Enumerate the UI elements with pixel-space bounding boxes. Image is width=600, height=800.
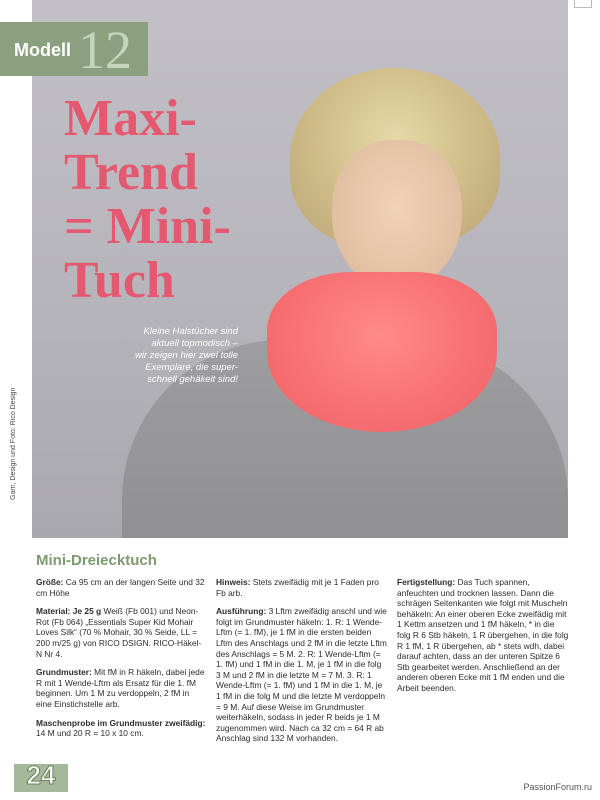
paragraph (216, 606, 388, 744)
paragraph-text: Weiß (Fb 001) und Neon-Rot (Fb 064) „Essentials Super Kid Mohair Loves Silk“ (70 % Mohair, 30 % Seide, LL = 200 m/25 g) von RICO DSIGN. RICO-Häkel-N Nr 4. (36, 606, 202, 659)
model-tag (0, 20, 148, 80)
paragraph-text: Das Tuch spannen, anfeuchten und trocknen lassen. Dann die schrägen Seitenkanten wie folgt mit Muscheln behäkeln: An einer oberen Ecke zweifädig mit 1 Kettm ansetzen und 1 fM häkeln, * in die folg R 6 Stb häkeln, 1 R übergehen, in die folg R 1 fM, 1 R übergehen, ab * stets wdh, dabei darauf achten, dass an der unteren Spitze 6 Stb gearbeitet werden. Anschließend an der anderen oberen Ecke mit 1 fM enden und die Arbeit beenden. (397, 577, 569, 693)
paragraph (36, 718, 206, 739)
paragraph-text: Stets zweifädig mit je 1 Faden pro Fb arb. (216, 577, 379, 598)
paragraph (36, 577, 206, 598)
article-title: Mini-Dreiecktuch (36, 552, 157, 569)
model-number: 12 (78, 20, 132, 80)
paragraph (397, 577, 569, 694)
article-column-2 (216, 577, 388, 752)
paragraph-label: Grundmuster: (36, 667, 92, 678)
intro-text (58, 326, 238, 386)
title-line: Maxi- (64, 90, 197, 147)
paragraph-label: Fertigstellung: (397, 577, 456, 587)
page-title (64, 92, 304, 308)
paragraph-label: Hinweis: (216, 577, 251, 587)
intro-line: Kleine Halstücher sind (143, 326, 238, 337)
title-line: Tuch (64, 252, 175, 309)
paragraph-text: 3 Lftm zweifädig anschl und wie folgt im Grundmuster häkeln: 1. R: 1 Wende-Lftm (= 1. fM), je 1 fM in die ersten beiden Lftm des Anschlags und 2 fM in die letzte Lftm des Anschlags = 5 M. 2. R: 1 Wende-Lftm (= 1. fM) und 1 fM in die 1. M, je 1 fM in die folg 3 M und 2 fM in die letzte M = 7 M. 3. R: 1 Wende-Lftm (= 1. fM) und 1 fM in die 1. M, je 1 fM in die folg M und die letzte M verdoppeln = 9 M. Auf diese Weise im Grundmuster weiterhäkeln, sodass in jeder R beids je 1 M zugenommen wird. Nach ca 32 cm = 64 R ab Anschlag sind 132 M vorhanden. (216, 606, 387, 744)
photo-face (332, 140, 462, 290)
photo-credit: Garn, Design und Foto: Rico Design (10, 387, 17, 500)
article-column-3 (397, 577, 569, 702)
page-number: 24 (26, 760, 56, 790)
intro-line: schnell gehäkelt sind! (147, 374, 238, 385)
article-column-1 (36, 577, 206, 747)
title-line: Trend (64, 144, 198, 201)
model-label: Modell (14, 40, 71, 60)
paragraph-text: Ca 95 cm an der langen Seite und 32 cm Höhe (36, 577, 205, 598)
paragraph (216, 577, 388, 598)
paragraph-label: Ausführung: (216, 606, 267, 617)
paragraph-text: 14 M und 20 R = 10 x 10 cm. (36, 728, 144, 739)
watermark: PassionForum.ru (523, 782, 592, 792)
paragraph (36, 667, 206, 709)
crop-mark (574, 0, 592, 8)
paragraph-label: Größe: (36, 577, 64, 587)
paragraph-text: Mit fM in R häkeln, dabei jede R mit 1 Wende-Lftm als Ersatz für die 1. fM beginnen. Um 1 M zu verdoppeln, 2 fM in eine Einstichstelle arb. (36, 667, 205, 709)
intro-line: wir zeigen hier zwei tolle (135, 350, 238, 361)
paragraph (36, 606, 206, 659)
title-line: = Mini- (64, 198, 231, 255)
intro-line: Exemplare, die super- (145, 362, 238, 373)
paragraph-label: Maschenprobe im Grundmuster zweifädig: (36, 717, 206, 728)
intro-line: aktuell topmodisch – (151, 338, 238, 349)
paragraph-label: Material: Je 25 g (36, 606, 102, 617)
